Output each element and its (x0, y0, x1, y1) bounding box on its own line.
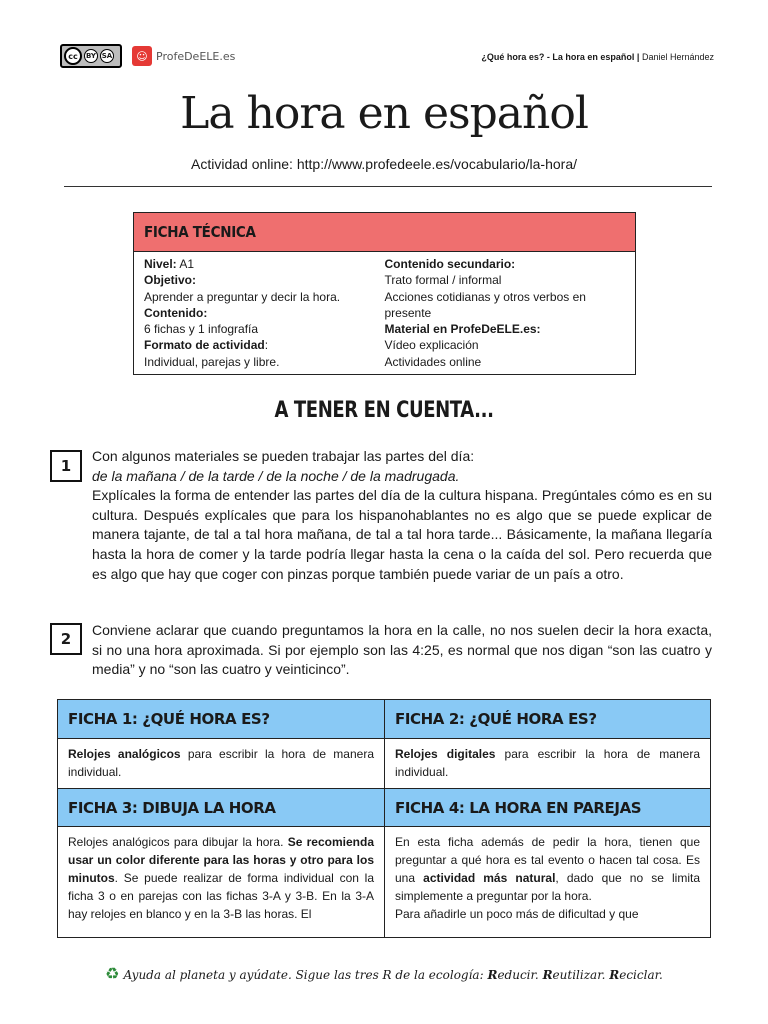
page-title: La hora en español (180, 88, 588, 139)
technical-sheet-heading: FICHA TÉCNICA (134, 213, 635, 252)
technical-sheet (133, 212, 636, 375)
technical-sheet-left (144, 256, 385, 370)
sheet-line: 6 fichas y 1 infografía (144, 322, 259, 337)
header-author: Daniel Hernández (641, 52, 714, 62)
worksheet-2-description: Relojes digitales para escribir la hora de manera individual. (385, 738, 710, 788)
worksheet-3-title: FICHA 3: DIBUJA LA HORA (58, 788, 384, 826)
note-number-2: 2 (50, 623, 82, 655)
worksheet-1-title: FICHA 1: ¿QUÉ HORA ES? (58, 700, 384, 738)
sheet-line: Contenido: (144, 305, 208, 320)
note-1-text: Con algunos materiales se pueden trabajar las partes del día: de la mañana / de la tarde / de la noche / de la madrugada. Explícales la forma de entender las partes del día de la cultura hispana. Pregúntales cómo es en su cultura. Después explícales que para los hispanohablantes no es algo que se puede explicar de manera tajante, de tal a tal hora mañana, de tal a tal hora tarde... Básicamente, la mañana llegaría hasta la hora de comer y la tarde podría llegar hasta la cena o la caída del sol. Pero recuerda que es algo que hay que coger con pinzas porque también puede variar de un país a otro. (92, 448, 712, 582)
sheet-line: Nivel: A1 (144, 257, 195, 271)
note-2-text: Conviene aclarar que cuando preguntamos la hora en la calle, no nos suelen decir la hora exacta, si no una hora aproximada. Si por ejemplo son las 4:25, es normal que nos digan “son las cuatro y media” y no “son las cuatro y veinticinco”. (92, 622, 712, 678)
brand-name: ProfeDeELE.es (156, 49, 236, 63)
worksheet-1-description: Relojes analógicos para escribir la hora de manera individual. (58, 738, 384, 788)
header-doc-info (481, 52, 714, 62)
worksheet-3-description: Relojes analógicos para dibujar la hora. Se recomienda usar un color diferente para las horas y otro para los minutos. Se puede realizar de forma individual con la ficha 3 o en parejas con las fichas 3-A y 3-B. En la 3-A hay relojes en blanco y en la 3-B las horas. El (58, 826, 384, 937)
online-activity-link: Actividad online: http://www.profedeele.es/vocabulario/la-hora/ (191, 156, 577, 172)
page-footer: ♻ Ayuda al planeta y ayúdate. Sigue las tres R de la ecología: Reducir. Reutilizar. Reciclar. (105, 964, 663, 983)
technical-sheet-right (385, 256, 626, 370)
worksheets-table (57, 699, 711, 938)
sheet-line: Individual, parejas y libre. (144, 354, 280, 369)
worksheet-4-title: FICHA 4: LA HORA EN PAREJAS (385, 788, 710, 826)
sa-icon: SA (100, 49, 114, 63)
sheet-line: Contenido secundario: (384, 257, 516, 271)
cc-icon: cc (64, 47, 82, 65)
brand-logo (132, 46, 235, 66)
sheet-line: Trato formal / informal (384, 273, 502, 288)
worksheet-2-title: FICHA 2: ¿QUÉ HORA ES? (385, 700, 710, 738)
header-doc-title: ¿Qué hora es? - La hora en español | (481, 52, 640, 62)
sheet-line: Vídeo explicación (384, 338, 479, 353)
creative-commons-badge (60, 44, 122, 68)
sheet-line: Actividades online (384, 354, 482, 369)
divider (64, 186, 712, 187)
by-icon: BY (84, 49, 98, 63)
page-header (60, 44, 714, 68)
sheet-line: Formato de actividad: (144, 338, 269, 353)
sheet-line: Material en ProfeDeELE.es: (384, 322, 541, 337)
sheet-line: Acciones cotidianas y otros verbos en presente (384, 289, 586, 320)
worksheet-4-description: En esta ficha además de pedir la hora, tienen que preguntar a qué hora es tal evento o hacen tal cosa. Es una actividad más natural, dado que no se limita simplemente a preguntar por la hora. Para añadirle un poco más de dificultad y que (385, 826, 710, 937)
recycle-icon: ♻ (105, 964, 120, 983)
section-title: A TENER EN CUENTA... (274, 398, 494, 423)
sheet-line: Aprender a preguntar y decir la hora. (144, 289, 341, 304)
brand-icon: ☺ (132, 46, 152, 66)
sheet-line: Objetivo: (144, 273, 197, 288)
note-number-1: 1 (50, 450, 82, 482)
